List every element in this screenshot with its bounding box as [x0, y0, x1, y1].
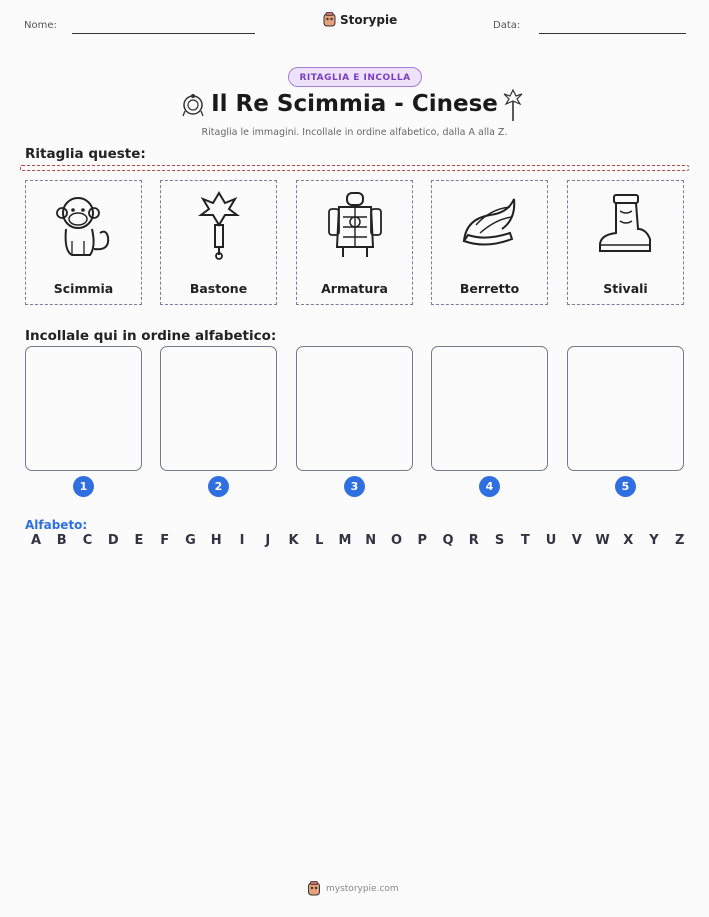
alphabet-letter: Y: [649, 533, 659, 548]
alphabet-letter: Z: [675, 533, 685, 548]
cut-card-bastone[interactable]: [160, 180, 277, 305]
cut-heading: Ritaglia queste:: [25, 146, 146, 162]
name-label: Nome:: [24, 20, 57, 31]
alphabet-row: [28, 533, 688, 548]
paste-slot-1[interactable]: [25, 346, 142, 471]
instructions: Ritaglia le immagini. Incollale in ordine alfabetico, dalla A alla Z.: [201, 127, 508, 138]
cut-line: [20, 165, 689, 171]
alphabet-letter: H: [210, 533, 222, 548]
slot-number-2: 2: [208, 476, 229, 497]
alphabet-letter: Q: [442, 533, 454, 548]
alphabet-letter: K: [288, 533, 299, 548]
armor-icon: [321, 189, 389, 261]
alphabet-letter: E: [134, 533, 144, 548]
paste-heading: Incollale qui in ordine alfabetico:: [25, 328, 277, 344]
brand-name: Storypie: [340, 12, 398, 27]
slot-number-5: 5: [615, 476, 636, 497]
footer-url[interactable]: mystorypie.com: [326, 883, 399, 894]
alphabet-letter: F: [160, 533, 170, 548]
alphabet-letter: L: [315, 533, 324, 548]
alphabet-letter: T: [520, 533, 530, 548]
storypie-mascot-icon: [307, 881, 321, 896]
feathered-cap-icon: [456, 189, 524, 261]
card-label: Bastone: [189, 281, 248, 296]
cut-card-berretto[interactable]: [431, 180, 548, 305]
alphabet-letter: N: [365, 533, 377, 548]
alphabet-letter: W: [595, 533, 610, 548]
date-line[interactable]: [539, 33, 686, 34]
slot-number-4: 4: [479, 476, 500, 497]
footer: [307, 881, 399, 896]
alphabet-letter: X: [623, 533, 634, 548]
brand-logo: [323, 12, 397, 27]
alphabet-letter: S: [494, 533, 505, 548]
card-label: Stivali: [603, 281, 648, 296]
card-label: Berretto: [459, 281, 520, 296]
alphabet-letter: D: [107, 533, 119, 548]
cut-card-scimmia[interactable]: [25, 180, 142, 305]
staff-icon: [185, 189, 253, 261]
page-title: Il Re Scimmia - Cinese: [211, 91, 498, 117]
activity-badge: RITAGLIA E INCOLLA: [288, 67, 422, 87]
alphabet-letter: C: [82, 533, 93, 548]
alphabet-letter: G: [185, 533, 196, 548]
alphabet-heading: Alfabeto:: [25, 518, 88, 532]
boot-icon: [592, 189, 660, 261]
alphabet-letter: J: [265, 533, 271, 548]
alphabet-letter: M: [338, 533, 352, 548]
card-label: Scimmia: [53, 281, 114, 296]
cut-card-armatura[interactable]: [296, 180, 413, 305]
alphabet-letter: V: [571, 533, 582, 548]
slot-number-3: 3: [344, 476, 365, 497]
name-line[interactable]: [72, 33, 255, 34]
paste-slot-2[interactable]: [160, 346, 277, 471]
cut-card-stivali[interactable]: [567, 180, 684, 305]
alphabet-letter: P: [417, 533, 428, 548]
alphabet-letter: A: [30, 533, 42, 548]
alphabet-letter: O: [390, 533, 403, 548]
date-label: Data:: [493, 20, 521, 31]
alphabet-letter: B: [56, 533, 67, 548]
staff-emblem-icon: [501, 88, 525, 122]
paste-slot-3[interactable]: [296, 346, 413, 471]
monkey-icon: [50, 189, 118, 261]
alphabet-letter: U: [545, 533, 557, 548]
alphabet-letter: I: [239, 533, 245, 548]
paste-slot-4[interactable]: [431, 346, 548, 471]
alphabet-letter: R: [468, 533, 479, 548]
slot-number-1: 1: [73, 476, 94, 497]
storypie-mascot-icon: [323, 12, 336, 27]
paste-slot-5[interactable]: [567, 346, 684, 471]
card-label: Armatura: [321, 281, 388, 296]
